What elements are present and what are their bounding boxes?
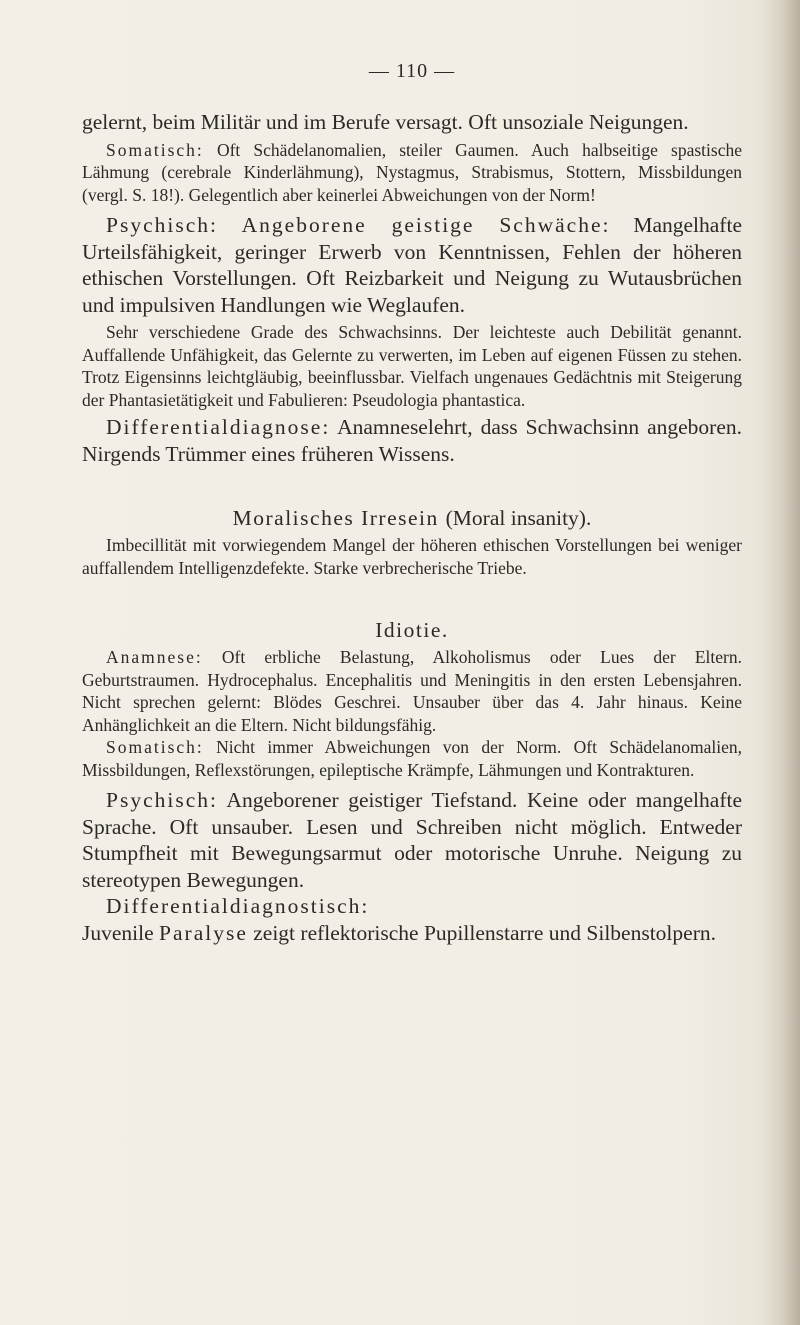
paragraph-differential (82, 414, 742, 467)
paragraph-text: zeigt reflektorische Pupillenstarre und Silbenstolpern. (253, 920, 716, 945)
section-heading (82, 617, 742, 643)
paragraph-text: Oft Schädelanomalien, steiler Gaumen. Auch halbseitige spastische Lähmung (cerebrale Kinderlähmung), Nystagmus, Strabismus, Stottern, Missbildungen (vergl. S. 18!). Gelegentlich aber keinerlei Abweichungen von der Norm! (82, 139, 742, 205)
section-label: Psychisch: Angeborene geistige Schwäche: (106, 213, 611, 237)
paragraph (82, 109, 742, 136)
page-content (82, 60, 742, 946)
paragraph-text: Sehr verschiedene Grade des Schwachsinns. Der leichteste auch Debilität genannt. Auffallende Unfähigkeit, das Gelernte zu verwerten, im Leben auf eigenen Füssen zu stehen. Trotz Eigensinns leichtgläubig, beeinflussbar. Vielfach ungenaues Gedächtnis mit Steigerung der Phantasietätigkeit und Fabulieren: Pseudologia phantastica. (82, 322, 742, 410)
heading-subtitle: (Moral insanity). (445, 506, 592, 530)
heading-text: Moralisches Irresein (232, 506, 439, 530)
paragraph-text: gelernt, beim Militär und im Berufe versagt. Oft unsoziale Neigungen. (82, 110, 689, 134)
paragraph-somatic (82, 139, 742, 207)
section-label: Anamnese: (106, 647, 203, 667)
page-number: — 110 — (368, 60, 456, 82)
paragraph-differential (82, 893, 742, 920)
paragraph (82, 534, 742, 579)
paragraph-text: Imbecillität mit vorwiegendem Mangel der höheren ethischen Vorstellungen bei weniger auffallendem Intelligenzdefekte. Starke verbrecherische Triebe. (82, 535, 742, 578)
paragraph-text: Nicht immer Abweichungen von der Norm. Oft Schädelanomalien, Missbildungen, Reflexstörungen, epileptische Krämpfe, Lähmungen und Kontrakturen. (82, 737, 743, 780)
paragraph-somatic (82, 736, 742, 781)
paragraph (82, 321, 742, 411)
section-label: Differentialdiagnostisch: (106, 894, 370, 918)
paragraph (82, 920, 742, 947)
heading-text: Idiotie. (375, 618, 449, 642)
section-label: Differentialdiagnose: (106, 415, 331, 439)
paragraph-text: Oft erbliche Belastung, Alkoholismus oder Lues der Eltern. Geburtstraumen. Hydrocephalus. Encephalitis und Meningitis in den ersten Lebensjahren. Nicht sprechen gelernt: Blödes Geschrei. Unsauber über das 4. Jahr hinaus. Keine Anhänglichkeit an die Eltern. Nicht bildungsfähig. (82, 647, 742, 735)
section-heading (82, 505, 742, 531)
paragraph-text: Anamneselehrt, dass Schwachsinn angeboren. Nirgends Trümmer eines früheren Wissens. (82, 415, 742, 466)
section-label: Somatisch: (106, 737, 204, 757)
paragraph-psychic (82, 787, 742, 893)
paragraph-anamnesis (82, 646, 742, 736)
paragraph-text: Juvenile (82, 920, 154, 945)
page-edge-shadow (758, 0, 800, 1325)
paragraph-psychic (82, 212, 742, 318)
section-label: Psychisch: (106, 788, 218, 812)
section-label: Somatisch: (106, 139, 204, 160)
paragraph-text: Mangelhafte Urteilsfähigkeit, geringer Erwerb von Kenntnissen, Fehlen der höheren ethischen Vorstellungen. Oft Reizbarkeit und Neigung zu Wutausbrüchen und impulsiven Handlungen wie Weglaufen. (82, 213, 742, 317)
paragraph-text: Angeborener geistiger Tiefstand. Keine oder mangelhafte Sprache. Oft unsauber. Lesen und Schreiben nicht möglich. Entweder Stumpfheit mit Bewegungsarmut oder motorische Unruhe. Neigung zu stereotypen Bewegungen. (82, 788, 742, 892)
emphasis: Paralyse (159, 920, 248, 945)
